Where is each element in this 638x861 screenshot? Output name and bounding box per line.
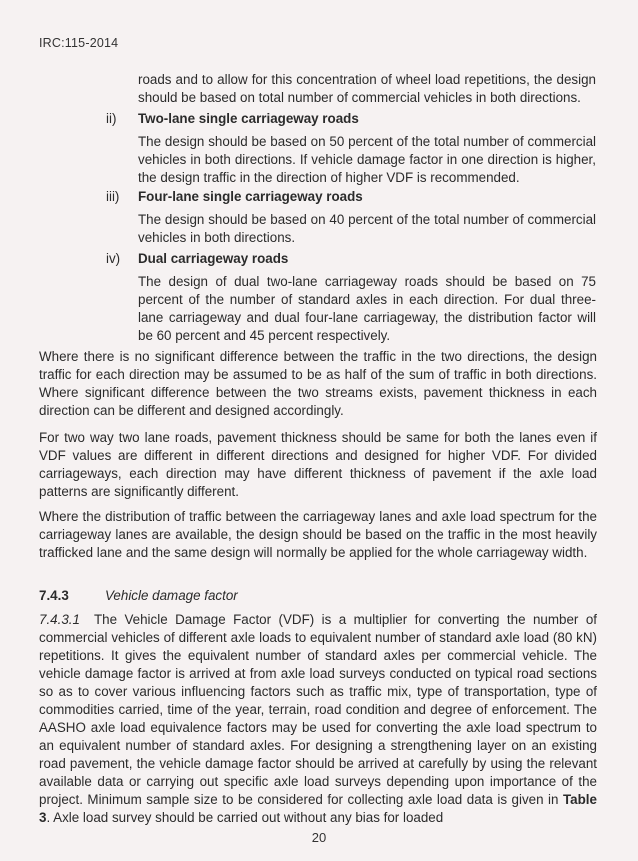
body-paragraph: Where there is no significant difference between the traffic in the two directions, the design traffic for each direction may be assumed to be as half of the sum of traffic in both directions. Where significant difference between the two streams exists, pavement thickness in each direction can be different and designed accordingly. — [39, 349, 597, 418]
document-code: IRC:115-2014 — [39, 36, 119, 50]
section-number: 7.4.3 — [39, 588, 69, 603]
list-item-text: The design should be based on 50 percent of the total number of commercial vehicles in both directions. If vehicle damage factor in one direction is higher, the design traffic in the direction of higher VDF is recommended. — [138, 134, 596, 185]
subsection-number: 7.4.3.1 — [39, 612, 80, 627]
list-item-ii — [0, 110, 638, 128]
list-item-number: iii) — [106, 189, 120, 204]
table-reference: Table 3 — [39, 792, 597, 825]
list-item-iii — [0, 188, 638, 206]
body-paragraph: Where the distribution of traffic between the carriageway lanes and axle load spectrum for the carriageway lanes are available, the design should be based on the traffic in the most heavily trafficked lane and the same design will normally be applied for the whole carriageway width. — [39, 509, 597, 560]
list-item-number: ii) — [106, 111, 117, 126]
list-item-title: Four-lane single carriageway roads — [138, 189, 363, 204]
section-title: Vehicle damage factor — [105, 588, 238, 603]
subsection-text-tail: . Axle load survey should be carried out without any bias for loaded — [46, 810, 444, 825]
list-item-iv — [0, 250, 638, 268]
intro-paragraph: roads and to allow for this concentration of wheel load repetitions, the design should be based on total number of commercial vehicles in both directions. — [138, 72, 596, 105]
subsection-paragraph — [39, 611, 597, 827]
list-item-number: iv) — [106, 251, 121, 266]
subsection-text: The Vehicle Damage Factor (VDF) is a multiplier for converting the number of commercial vehicles of different axle loads to equivalent number of standard axle load (80 kN) repetitions. It gives the equivalent number of standard axles per commercial vehicle. The vehicle damage factor is arrived at from axle load surveys conducted on typical road sections so as to cover various influencing factors such as traffic mix, type of transportation, type of commodities carried, time of the year, terrain, road condition and degree of enforcement. The AASHO axle load equivalence factors may be used for converting the axle load spectrum to an equivalent number of standard axles. For designing a strengthening layer on an existing road pavement, the vehicle damage factor should be arrived at carefully by using the relevant available data or carrying out specific axle load surveys depending upon importance of the project. Minimum sample size to be considered for collecting axle load data is given in — [39, 612, 597, 807]
body-paragraph: For two way two lane roads, pavement thickness should be same for both the lanes even if VDF values are different in different directions and designed for higher VDF. For divided carriageways, each direction may have different thickness of pavement if the axle load patterns are significantly different. — [39, 430, 597, 499]
list-item-text: The design should be based on 40 percent of the total number of commercial vehicles in both directions. — [138, 212, 596, 245]
page-number: 20 — [311, 830, 327, 845]
list-item-title: Dual carriageway roads — [138, 251, 289, 266]
section-heading — [39, 587, 597, 605]
list-item-text: The design of dual two-lane carriageway roads should be based on 75 percent of the number of standard axles in each direction. For dual three-lane carriageway and dual four-lane carriageway, the distribution factor will be 60 percent and 45 percent respectively. — [138, 274, 596, 343]
list-item-title: Two-lane single carriageway roads — [138, 111, 359, 126]
